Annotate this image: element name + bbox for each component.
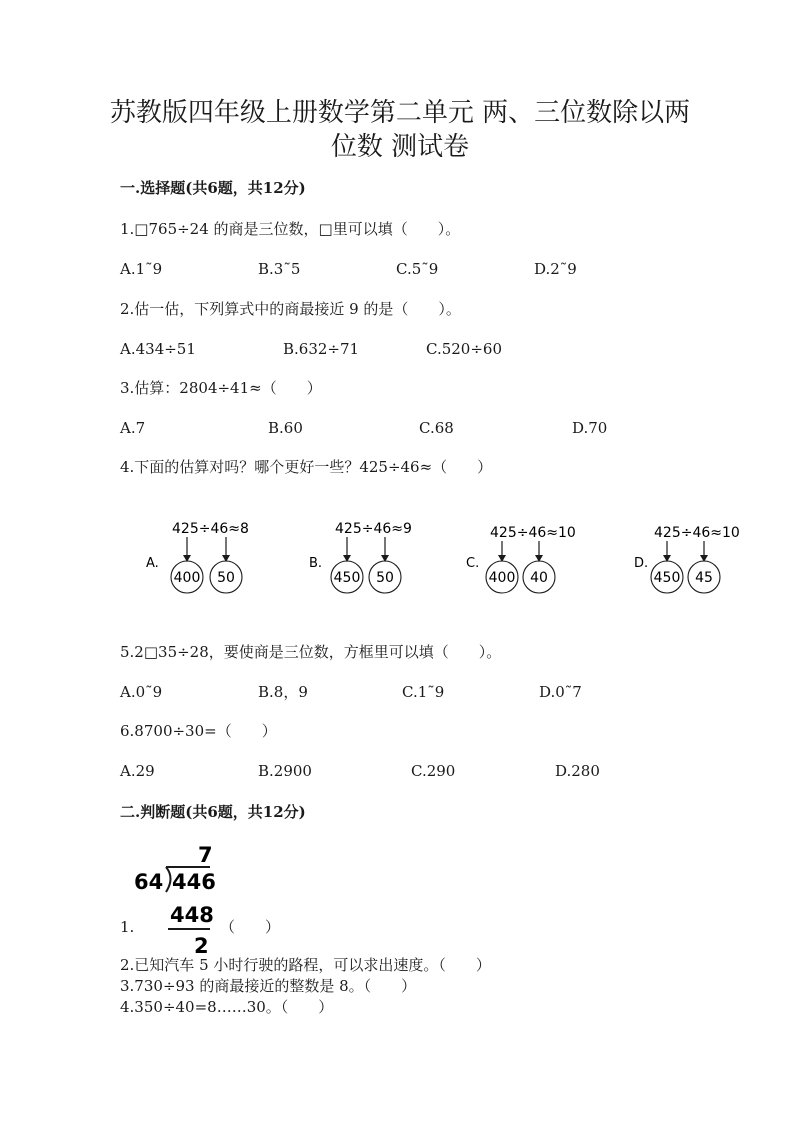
question-1-option-d[interactable]: D.2˜9	[534, 260, 577, 278]
division-divisor: 64	[134, 870, 164, 894]
estimate-left-value: 450	[653, 570, 681, 586]
section-1-heading: 一.选择题(共6题，共12分)	[120, 179, 306, 197]
question-6-option-c[interactable]: C.290	[411, 762, 456, 780]
question-3-option-a[interactable]: A.7	[120, 419, 146, 437]
question-6-stem: 6.8700÷30=（ ）	[120, 722, 277, 740]
question-6-option-a[interactable]: A.29	[120, 762, 155, 780]
judge-question-2: 2.已知汽车 5 小时行驶的路程，可以求出速度。（ ）	[120, 956, 491, 974]
section-2-heading: 二.判断题(共6题，共12分)	[120, 803, 306, 821]
estimate-right-value: 50	[217, 570, 235, 586]
estimate-right-value: 40	[530, 570, 548, 586]
division-dividend: 446	[172, 870, 216, 894]
division-quotient: 7	[198, 843, 213, 867]
option-letter: A.	[146, 556, 159, 571]
page-title-line-2: 位数 测试卷	[330, 132, 470, 162]
estimate-left-value: 400	[488, 570, 516, 586]
question-4-option-b[interactable]	[303, 515, 433, 597]
question-1-option-b[interactable]: B.3˜5	[258, 260, 301, 278]
option-letter: D.	[634, 556, 649, 571]
question-5-option-a[interactable]: A.0˜9	[120, 683, 163, 701]
estimate-right-value: 50	[376, 570, 394, 586]
estimate-expression: 425÷46≈9	[335, 521, 412, 537]
question-5-stem: 5.2□35÷28，要使商是三位数，方框里可以填（ ）。	[120, 643, 502, 661]
question-2-option-b[interactable]: B.632÷71	[283, 340, 360, 358]
division-remainder: 2	[194, 934, 209, 958]
long-division-figure	[130, 840, 240, 960]
estimate-expression: 425÷46≈8	[172, 521, 249, 537]
option-letter: B.	[309, 556, 323, 571]
question-4-option-d[interactable]	[630, 515, 760, 597]
estimate-right-value: 45	[695, 570, 713, 586]
question-1-option-c[interactable]: C.5˜9	[396, 260, 439, 278]
option-letter: C.	[466, 556, 480, 571]
question-4-stem: 4.下面的估算对吗？哪个更好一些？425÷46≈（ ）	[120, 458, 493, 476]
judge-question-1-number: 1.	[120, 918, 135, 936]
judge-question-3: 3.730÷93 的商最接近的整数是 8。（ ）	[120, 977, 417, 995]
question-4-option-a[interactable]	[140, 515, 270, 597]
question-5-option-c[interactable]: C.1˜9	[402, 683, 445, 701]
estimate-left-value: 400	[173, 570, 201, 586]
estimate-expression: 425÷46≈10	[490, 525, 576, 541]
question-5-option-b[interactable]: B.8，9	[258, 683, 308, 701]
division-product: 448	[170, 903, 214, 927]
question-1-option-a[interactable]: A.1˜9	[120, 260, 163, 278]
question-6-option-d[interactable]: D.280	[555, 762, 600, 780]
question-5-option-d[interactable]: D.0˜7	[539, 683, 582, 701]
question-3-option-b[interactable]: B.60	[268, 419, 303, 437]
judge-question-1-blank[interactable]: （ ）	[220, 918, 281, 936]
question-3-stem: 3.估算：2804÷41≈（ ）	[120, 379, 322, 397]
question-2-option-a[interactable]: A.434÷51	[120, 340, 196, 358]
question-2-stem: 2.估一估，下列算式中的商最接近 9 的是（ ）。	[120, 300, 461, 318]
question-4-option-c[interactable]	[462, 515, 592, 597]
judge-question-4: 4.350÷40=8……30。（ ）	[120, 998, 334, 1016]
question-2-option-c[interactable]: C.520÷60	[426, 340, 502, 358]
question-1-stem: 1.□765÷24 的商是三位数，□里可以填（ ）。	[120, 220, 461, 238]
question-6-option-b[interactable]: B.2900	[258, 762, 312, 780]
estimate-expression: 425÷46≈10	[654, 525, 740, 541]
question-3-option-d[interactable]: D.70	[572, 419, 608, 437]
question-3-option-c[interactable]: C.68	[419, 419, 454, 437]
page-title-line-1: 苏教版四年级上册数学第二单元 两、三位数除以两	[109, 98, 691, 128]
estimate-left-value: 450	[333, 570, 361, 586]
division-bracket	[166, 867, 171, 892]
